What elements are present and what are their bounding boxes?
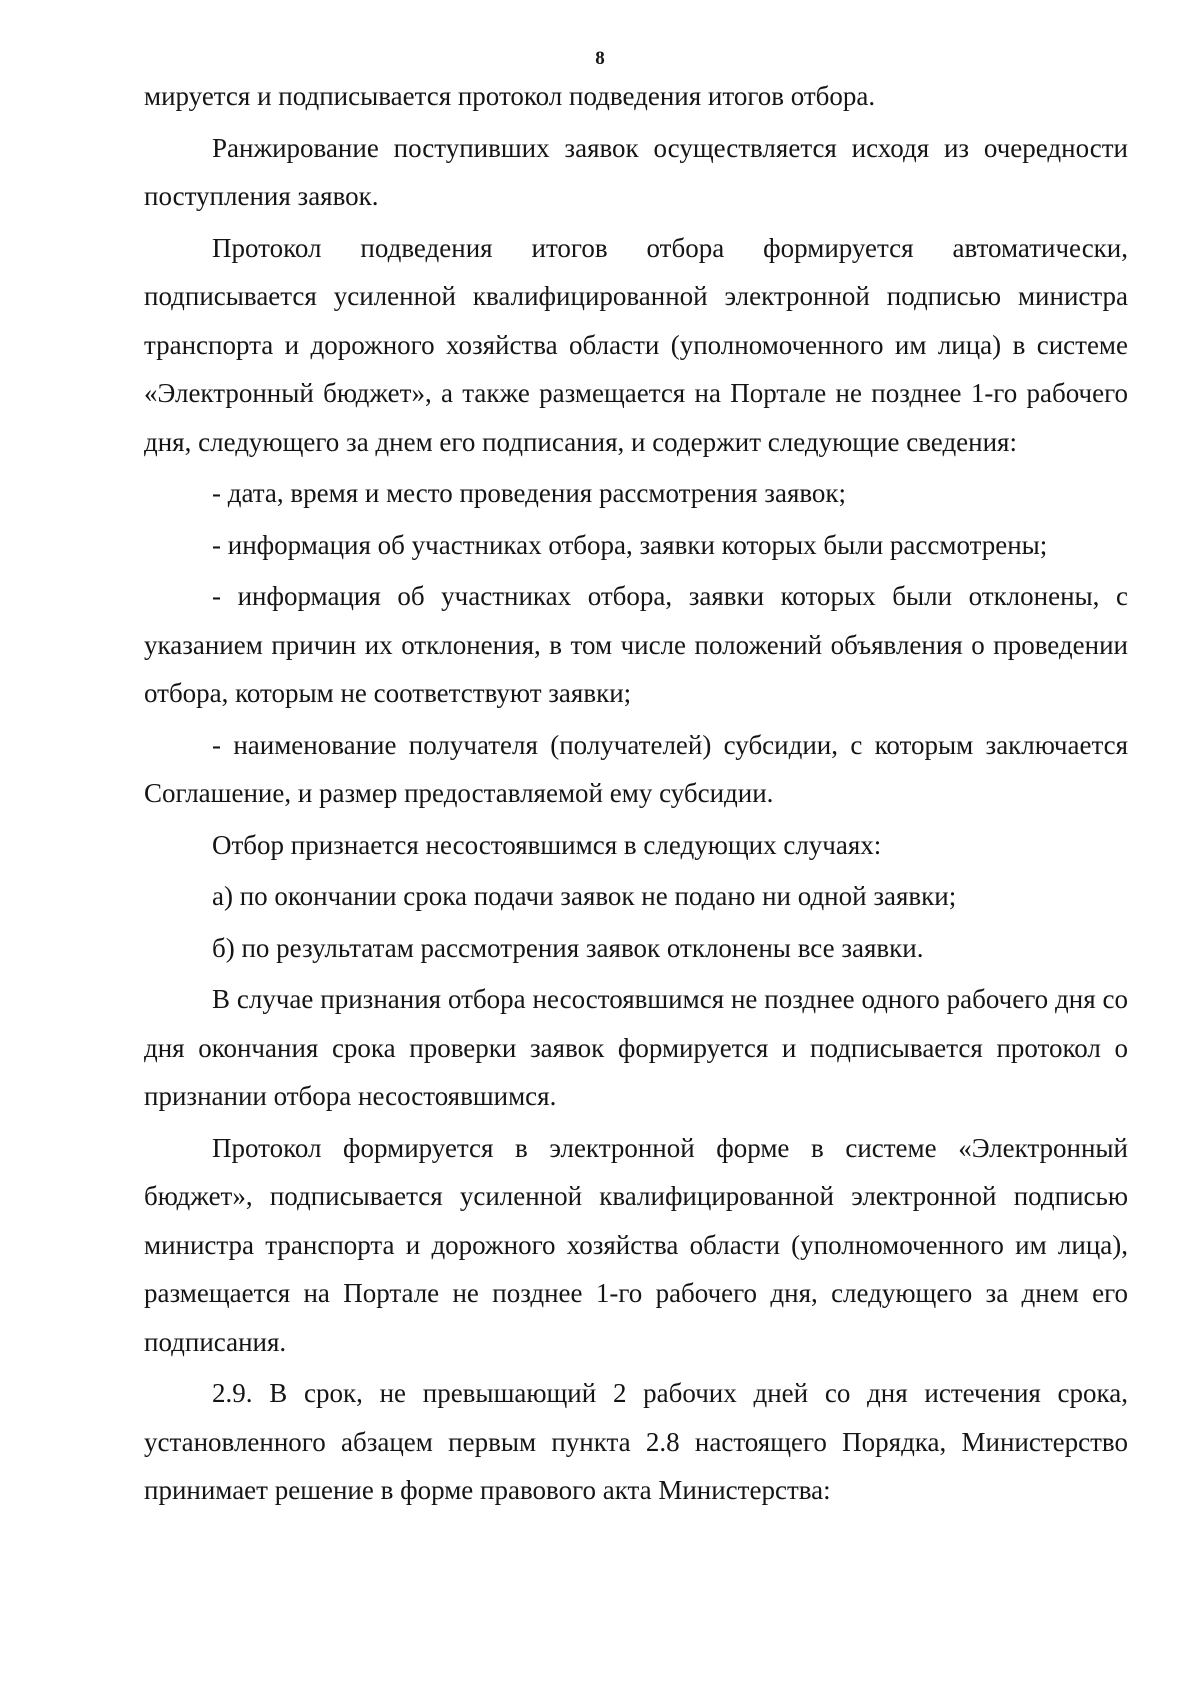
- list-item-recipient-name: - наименование получателя (получателей) субсидии, с которым заключается Соглашение, и размер предоставляемой ему субсидии.: [144, 729, 1128, 808]
- paragraph-failed-selection: Отбор признается несостоявшимся в следующих случаях:: [212, 829, 882, 860]
- document-body: [144, 72, 1128, 1518]
- paragraph-failed-protocol: В случае признания отбора несостоявшимся не позднее одного рабочего дня со дня окончания срока проверки заявок формируется и подписывается протокол о признании отбора несостоявшимся.: [144, 984, 1128, 1111]
- list-item-rejected-participants: - информация об участниках отбора, заявки которых были отклонены, с указанием причин их отклонения, в том числе положений объявления о проведении отбора, которым не соответствуют заявки;: [144, 581, 1128, 708]
- list-item-case-b: б) по результатам рассмотрения заявок отклонены все заявки.: [212, 932, 924, 963]
- list-item-date-time-place: - дата, время и место проведения рассмотрения заявок;: [212, 478, 847, 508]
- paragraph-electronic-protocol: Протокол формируется в электронной форме в системе «Электронный бюджет», подписывается усиленной квалифицированной электронной подписью министра транспорта и дорожного хозяйства области (уполномоченного им лица), размещается на Портале не позднее 1-го рабочего дня, следующего за днем его подписания.: [144, 1132, 1128, 1357]
- list-item-reviewed-participants: - информация об участниках отбора, заявки которых были рассмотрены;: [212, 529, 1048, 560]
- page-number: 8: [595, 48, 605, 69]
- paragraph-protocol-results: Протокол подведения итогов отбора формируется автоматически, подписывается усиленной квалифицированной электронной подписью министра транспорта и дорожного хозяйства области (уполномоченного им лица) в системе «Электронный бюджет», а также размещается на Портале не позднее 1-го рабочего дня, следующего за днем его подписания, и содержит следующие сведения:: [144, 232, 1128, 457]
- paragraph-continuation: мируется и подписывается протокол подведения итогов отбора.: [144, 81, 876, 111]
- paragraph-section-2-9: 2.9. В срок, не превышающий 2 рабочих дней со дня истечения срока, установленного абзацем первым пункта 2.8 настоящего Порядка, Министерство принимает решение в форме правового акта Министерства:: [144, 1378, 1128, 1505]
- list-item-case-a: а) по окончании срока подачи заявок не подано ни одной заявки;: [212, 881, 957, 911]
- paragraph-ranking: Ранжирование поступивших заявок осуществляется исходя из очередности поступления заявок.: [144, 132, 1128, 211]
